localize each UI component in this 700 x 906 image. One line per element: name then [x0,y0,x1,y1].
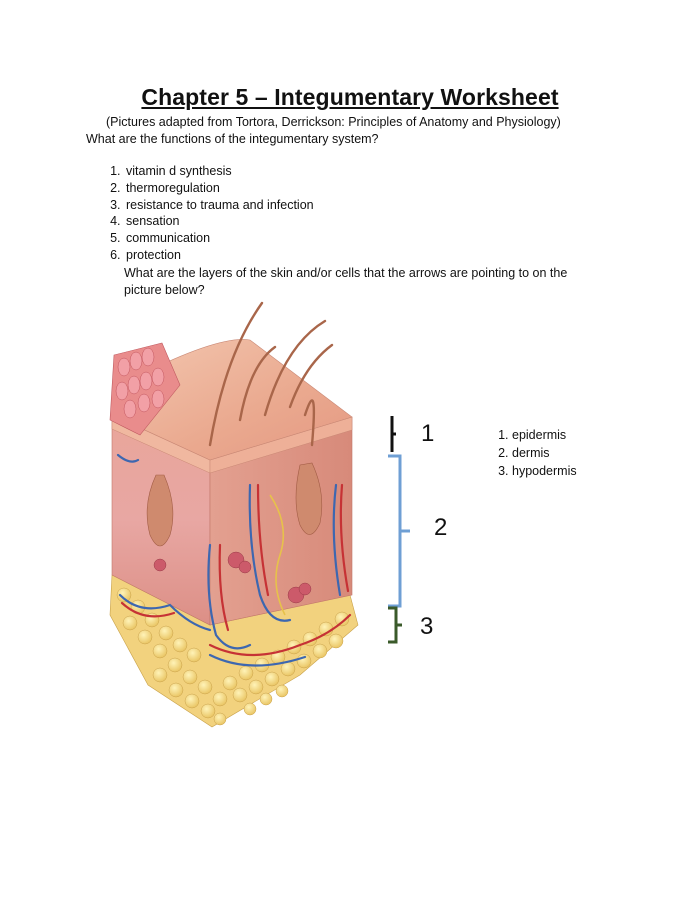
list-item: 1. vitamin d synthesis [124,163,644,180]
list-item: 2. thermoregulation [124,180,644,197]
list-item: 2. dermis [512,444,577,462]
list-item: 1. epidermis [512,426,577,444]
bracket-epidermis [392,416,396,452]
list-item: 3. hypodermis [512,462,577,480]
label-2: 2 [434,514,448,541]
worksheet-title: Chapter 5 – Integumentary Worksheet [141,84,559,110]
bracket-dermis [388,456,410,606]
layer-brackets [378,410,418,650]
list-item: 5. communication [124,230,644,247]
question-functions: What are the functions of the integumentary system? [86,132,379,146]
list-item: 4. sensation [124,213,644,230]
label-1: 1 [421,420,435,447]
functions-list [86,163,644,264]
layers-list [476,426,577,480]
list-item: 3. resistance to trauma and infection [124,197,644,214]
source-note: (Pictures adapted from Tortora, Derrickson: Principles of Anatomy and Physiology) [106,115,561,129]
skin-cross-section-illustration [100,295,380,735]
question-layers: What are the layers of the skin and/or cells that the arrows are pointing to on the picture below? [124,266,568,297]
label-3: 3 [420,613,434,640]
list-item: 6. protection [124,247,644,264]
bracket-hypodermis [388,608,402,642]
